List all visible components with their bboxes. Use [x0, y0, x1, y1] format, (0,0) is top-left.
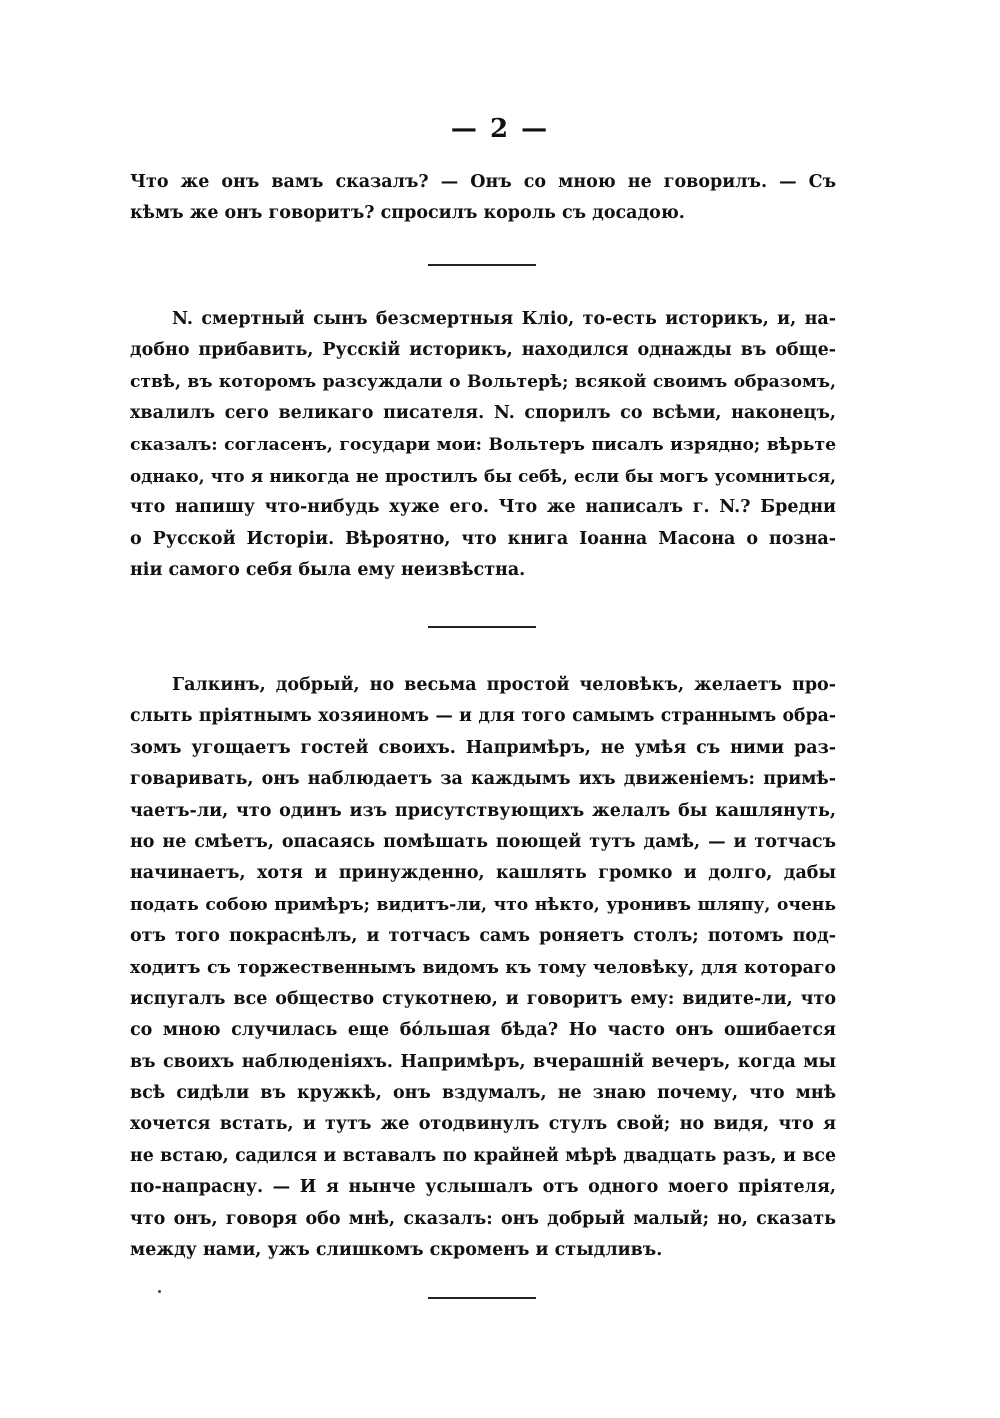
paragraph-2	[130, 304, 836, 587]
text-line: хочется встать, и тутъ же отодвинулъ стулъ свой; но видя, что я	[130, 1114, 836, 1135]
text-line: ходитъ съ торжественнымъ видомъ къ тому человѣку, для котораго	[130, 957, 836, 978]
text-line: зомъ угощаетъ гостей своихъ. Напримѣръ, не умѣя съ ними раз-	[130, 737, 836, 758]
text-line: N. смертный сынъ безсмертныя Кліо, то-есть историкъ, и, на-	[172, 309, 836, 329]
text-line: кѣмъ же онъ говоритъ? спросилъ король съ досадою.	[130, 203, 685, 224]
text-line: добно прибавить, Русскій историкъ, находился однажды въ обще-	[130, 340, 836, 361]
text-line: слыть пріятнымъ хозяиномъ — и для того самымъ страннымъ обра-	[130, 706, 836, 727]
paragraph-3	[130, 670, 836, 1266]
text-line: сказалъ: согласенъ, государи мои: Вольтеръ писалъ изрядно; вѣрьте	[130, 434, 836, 455]
text-line: не встаю, садился и вставалъ по крайней мѣрѣ двадцать разъ, и все	[130, 1145, 836, 1166]
text-line: со мною случилась еще бо́льшая бѣда? Но часто онъ ошибается	[130, 1020, 836, 1041]
paragraph-1	[130, 167, 836, 230]
text-line: испугалъ все общество стукотнею, и говоритъ ему: видите-ли, что	[130, 988, 836, 1009]
text-line: чаетъ-ли, что одинъ изъ присутствующихъ желалъ бы кашлянуть,	[130, 800, 836, 821]
text-line: но не смѣетъ, опасаясь помѣшать поющей тутъ дамѣ, — и тотчасъ	[130, 831, 836, 852]
section-divider	[428, 1297, 536, 1299]
text-line: начинаетъ, хотя и принужденно, кашлять громко и долго, дабы	[130, 863, 836, 884]
section-divider	[428, 626, 536, 628]
section-divider	[428, 264, 536, 266]
text-line: однако, что я никогда не простилъ бы себѣ, если бы могъ усомниться,	[130, 465, 836, 486]
text-line: что онъ, говоря обо мнѣ, сказалъ: онъ добрый малый; но, сказать	[130, 1208, 836, 1229]
text-line: ствѣ, въ которомъ разсуждали о Вольтерѣ; всякой своимъ образомъ,	[130, 371, 836, 392]
text-line: хвалилъ сего великаго писателя. N. спорилъ со всѣми, наконецъ,	[130, 403, 836, 424]
page-number: — 2 —	[450, 114, 550, 144]
text-line: отъ того покраснѣлъ, и тотчасъ самъ роняетъ столъ; потомъ под-	[130, 926, 836, 947]
text-line: Галкинъ, добрый, но весьма простой человѣкъ, желаетъ про-	[172, 675, 836, 695]
text-line: ніи самого себя была ему неизвѣстна.	[130, 560, 526, 581]
text-line: между нами, ужъ слишкомъ скроменъ и стыдливъ.	[130, 1240, 663, 1261]
text-line: что напишу что-нибудь хуже его. Что же написалъ г. N.? Бредни	[130, 497, 836, 518]
text-line: говаривать, онъ наблюдаетъ за каждымъ ихъ движеніемъ: примѣ-	[130, 769, 836, 790]
print-speck	[158, 1290, 161, 1293]
text-line: подать собою примѣръ; видитъ-ли, что нѣкто, уронивъ шляпу, очень	[130, 894, 836, 915]
text-line: Что же онъ вамъ сказалъ? — Онъ со мною не говорилъ. — Съ	[130, 172, 836, 192]
text-line: о Русской Исторіи. Вѣроятно, что книга Іоанна Масона о позна-	[130, 528, 836, 549]
text-line: всѣ сидѣли въ кружкѣ, онъ вздумалъ, не знаю почему, что мнѣ	[130, 1083, 836, 1104]
text-line: по-напрасну. — И я нынче услышалъ отъ одного моего пріятеля,	[130, 1177, 836, 1198]
text-line: въ своихъ наблюденіяхъ. Напримѣръ, вчерашній вечеръ, когда мы	[130, 1051, 836, 1072]
